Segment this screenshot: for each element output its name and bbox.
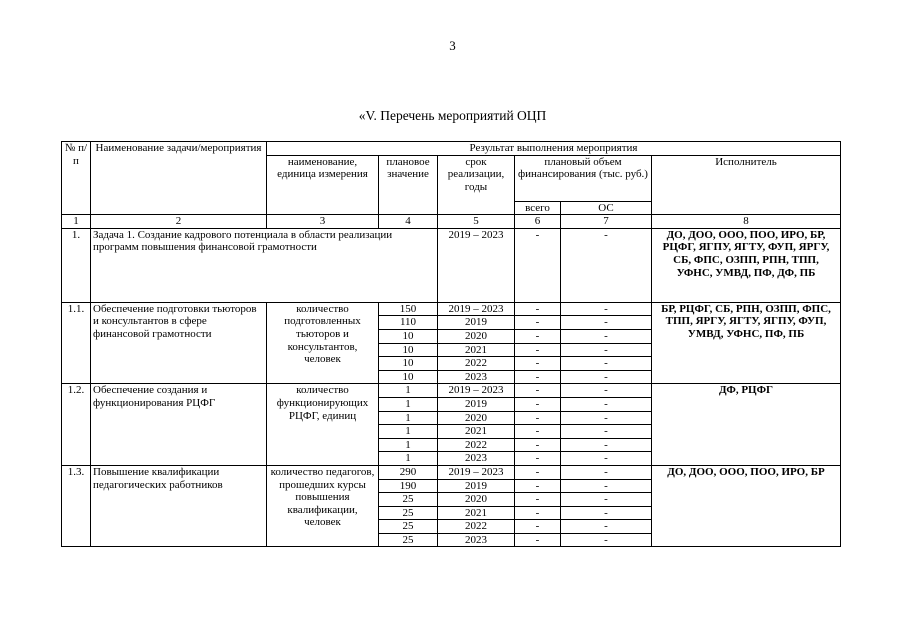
planned-value: 1 (379, 397, 438, 411)
financing-total: - (515, 357, 561, 371)
financing-total: - (515, 411, 561, 425)
column-number: 5 (438, 215, 515, 229)
task-row (62, 228, 841, 302)
header-name: Наименование задачи/мероприятия (91, 142, 267, 215)
planned-value: 10 (379, 357, 438, 371)
planned-value: 1 (379, 384, 438, 398)
planned-value: 25 (379, 506, 438, 520)
activities-table (61, 141, 841, 547)
financing-total: - (515, 425, 561, 439)
activity-name: Обеспечение подготовки тьюторов и консультантов в сфере финансовой грамотности (91, 302, 267, 384)
financing-os: - (561, 370, 652, 384)
activity-name: Повышение квалификации педагогических работников (91, 465, 267, 547)
financing-total: - (515, 316, 561, 330)
planned-value: 10 (379, 329, 438, 343)
header-total: всего (515, 201, 561, 215)
planned-value: 110 (379, 316, 438, 330)
financing-total: - (515, 493, 561, 507)
financing-total: - (515, 465, 561, 479)
task-os: - (561, 228, 652, 302)
header-financing: плановый объем финансирования (тыс. руб.) (515, 155, 652, 201)
activity-name: Обеспечение создания и функционирования РЦФГ (91, 384, 267, 466)
column-numbers-row (62, 215, 841, 229)
activity-num: 1.1. (62, 302, 91, 384)
period: 2019 – 2023 (438, 302, 515, 316)
financing-total: - (515, 533, 561, 547)
financing-os: - (561, 316, 652, 330)
planned-value: 290 (379, 465, 438, 479)
planned-value: 10 (379, 343, 438, 357)
period: 2021 (438, 425, 515, 439)
column-number: 6 (515, 215, 561, 229)
activity-num: 1.3. (62, 465, 91, 547)
activity-executor: ДО, ДОО, ООО, ПОО, ИРО, БР (652, 465, 841, 547)
header-os: ОС (561, 201, 652, 215)
period: 2019 (438, 397, 515, 411)
period: 2019 (438, 479, 515, 493)
activity-row (62, 384, 841, 398)
task-executor: ДО, ДОО, ООО, ПОО, ИРО, БР, РЦФГ, ЯГПУ, ЯГТУ, ФУП, ЯРГУ, СБ, ФПС, ОЗПП, РПН, ТПП, УФНС, УМВД, ПФ, ДФ, ПБ (652, 228, 841, 302)
financing-total: - (515, 370, 561, 384)
period: 2023 (438, 452, 515, 466)
period: 2022 (438, 357, 515, 371)
period: 2021 (438, 343, 515, 357)
planned-value: 150 (379, 302, 438, 316)
financing-os: - (561, 520, 652, 534)
financing-total: - (515, 479, 561, 493)
period: 2023 (438, 533, 515, 547)
planned-value: 1 (379, 411, 438, 425)
period: 2020 (438, 411, 515, 425)
period: 2020 (438, 329, 515, 343)
period: 2019 – 2023 (438, 465, 515, 479)
period: 2021 (438, 506, 515, 520)
financing-os: - (561, 384, 652, 398)
task-name: Задача 1. Создание кадрового потенциала в области реализации программ повышения финансовой грамотности (91, 228, 438, 302)
financing-os: - (561, 479, 652, 493)
page-number: 3 (449, 38, 456, 53)
financing-os: - (561, 343, 652, 357)
task-total: - (515, 228, 561, 302)
planned-value: 10 (379, 370, 438, 384)
planned-value: 25 (379, 533, 438, 547)
column-number: 7 (561, 215, 652, 229)
planned-value: 1 (379, 438, 438, 452)
financing-os: - (561, 397, 652, 411)
financing-total: - (515, 506, 561, 520)
column-number: 4 (379, 215, 438, 229)
activity-indicator: количество подготовленных тьюторов и консультантов, человек (267, 302, 379, 384)
task-period: 2019 – 2023 (438, 228, 515, 302)
financing-total: - (515, 329, 561, 343)
financing-total: - (515, 397, 561, 411)
column-number: 2 (91, 215, 267, 229)
planned-value: 25 (379, 520, 438, 534)
financing-total: - (515, 384, 561, 398)
period: 2019 – 2023 (438, 384, 515, 398)
activity-executor: ДФ, РЦФГ (652, 384, 841, 466)
financing-os: - (561, 357, 652, 371)
activity-executor: БР, РЦФГ, СБ, РПН, ОЗПП, ФПС, ТПП, ЯРГУ, ЯГТУ, ЯГПУ, ФУП, УМВД, УФНС, ПФ, ПБ (652, 302, 841, 384)
financing-os: - (561, 302, 652, 316)
activity-row (62, 465, 841, 479)
period: 2022 (438, 438, 515, 452)
activity-num: 1.2. (62, 384, 91, 466)
header-result: Результат выполнения мероприятия (267, 142, 841, 156)
financing-total: - (515, 438, 561, 452)
financing-os: - (561, 411, 652, 425)
financing-os: - (561, 533, 652, 547)
financing-os: - (561, 506, 652, 520)
header-indicator: наименование, единица измерения (267, 155, 379, 215)
financing-total: - (515, 452, 561, 466)
column-number: 3 (267, 215, 379, 229)
financing-os: - (561, 465, 652, 479)
task-num: 1. (62, 228, 91, 302)
period: 2022 (438, 520, 515, 534)
header-row-1 (62, 142, 841, 156)
financing-total: - (515, 520, 561, 534)
financing-os: - (561, 438, 652, 452)
planned-value: 1 (379, 452, 438, 466)
financing-total: - (515, 343, 561, 357)
activity-indicator: количество педагогов, прошедших курсы повышения квалификации, человек (267, 465, 379, 547)
financing-total: - (515, 302, 561, 316)
period: 2019 (438, 316, 515, 330)
financing-os: - (561, 329, 652, 343)
period: 2023 (438, 370, 515, 384)
header-executor: Исполнитель (652, 155, 841, 215)
header-planned-value: плановое значение (379, 155, 438, 215)
planned-value: 190 (379, 479, 438, 493)
activity-row (62, 302, 841, 316)
column-number: 8 (652, 215, 841, 229)
column-number: 1 (62, 215, 91, 229)
header-period: срок реализации, годы (438, 155, 515, 215)
financing-os: - (561, 452, 652, 466)
header-num: № п/п (62, 142, 91, 215)
period: 2020 (438, 493, 515, 507)
planned-value: 25 (379, 493, 438, 507)
planned-value: 1 (379, 425, 438, 439)
document-title: «V. Перечень мероприятий ОЦП (358, 108, 547, 123)
financing-os: - (561, 425, 652, 439)
activity-indicator: количество функционирующих РЦФГ, единиц (267, 384, 379, 466)
financing-os: - (561, 493, 652, 507)
